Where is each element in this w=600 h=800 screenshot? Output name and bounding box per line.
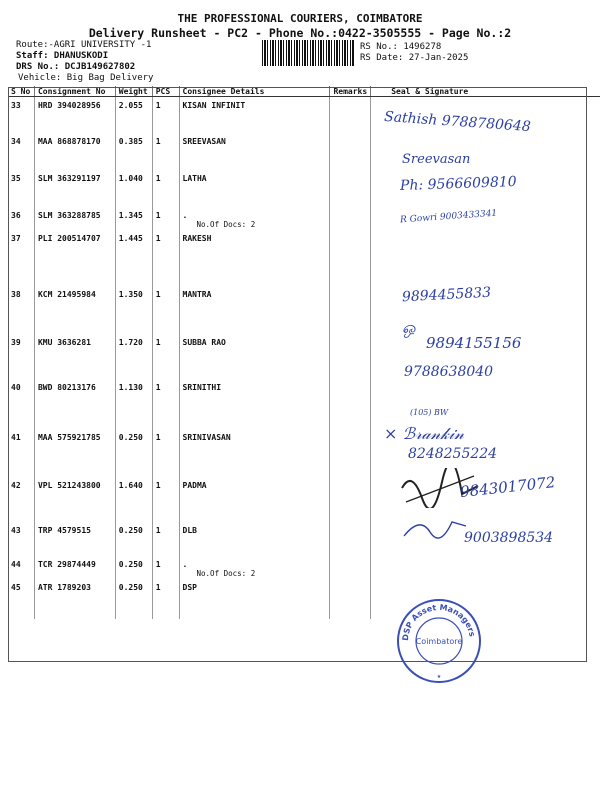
signature-40-mark: × ℬ𝓇𝒶𝓃𝓀𝒾𝓃 <box>384 424 464 443</box>
pcs-cell-text: 1 <box>155 210 161 220</box>
consignee-cell-text: DLB <box>182 525 197 535</box>
weight-cell-text: 0.250 <box>118 432 143 442</box>
consignee-cell-text: LATHA <box>182 173 207 183</box>
signature-40: (105) BW <box>410 408 449 417</box>
consignee-cell-text: . <box>182 210 188 220</box>
rs-date: RS Date: 27-Jan-2025 <box>360 53 469 63</box>
pcs-cell-text: 1 <box>155 173 161 183</box>
consignment-cell-text: HRD 394028956 <box>37 101 101 110</box>
seal-star: ★ <box>436 672 442 680</box>
weight-cell-text: 1.040 <box>118 173 143 183</box>
consignee-cell-text: KISAN INFINIT <box>182 101 246 110</box>
weight-cell-text: 1.345 <box>118 210 143 220</box>
vehicle: Vehicle: Big Bag Delivery <box>18 73 154 83</box>
sno-cell-text: 41 <box>11 432 21 442</box>
rs-no: RS No.: 1496278 <box>360 42 442 52</box>
col-consignee: Consignee Details <box>179 86 330 97</box>
company-title: THE PROFESSIONAL COURIERS, COIMBATORE <box>177 12 423 25</box>
sno-cell-text: 40 <box>11 382 21 392</box>
weight-cell-text: 1.640 <box>118 480 143 490</box>
col-remarks: Remarks <box>330 86 371 97</box>
table-frame <box>8 87 587 662</box>
sno-cell-text: 33 <box>11 101 21 110</box>
svg-text:DSP Asset Managers Pvt Ltd <box>396 598 477 641</box>
consignment-cell-text: SLM 363288785 <box>37 210 101 220</box>
signature-43: 9003898534 <box>464 530 554 546</box>
drs-no: DRS No.: DCJB149627802 <box>16 62 136 72</box>
pcs-cell-text: 1 <box>155 101 161 110</box>
pcs-cell-text: 1 <box>155 289 161 299</box>
weight-cell-text: 1.720 <box>118 337 143 347</box>
pcs-cell-text: 1 <box>155 582 161 592</box>
consignment-cell-text: BWD 80213176 <box>37 382 96 392</box>
weight-cell-text: 0.250 <box>118 582 143 592</box>
col-consignment: Consignment No <box>34 86 115 97</box>
col-weight: Weight <box>115 86 152 97</box>
barcode <box>262 40 354 66</box>
seal-text: DSP Asset Managers <box>400 602 477 642</box>
signature-37: 9894455833 <box>401 284 492 306</box>
signature-38: 9894155156 <box>426 334 522 352</box>
no-of-docs: No.Of Docs: 2 <box>196 568 256 578</box>
company-seal <box>396 598 482 684</box>
consignment-cell-text: KMU 3636281 <box>37 337 91 347</box>
consignee-cell-text: SREEVASAN <box>182 136 226 146</box>
sno-cell-text: 35 <box>11 173 21 183</box>
weight-cell-text: 1.130 <box>118 382 143 392</box>
consignee-cell-text: SUBBA RAO <box>182 337 226 347</box>
pcs-cell-text: 1 <box>155 432 161 442</box>
col-sno: S No <box>8 86 34 97</box>
weight-cell-text: 1.350 <box>118 289 143 299</box>
consignee-cell-text: . <box>182 559 188 569</box>
signature-38-mark: ஒ <box>402 318 416 337</box>
sno-cell-text: 44 <box>11 559 21 569</box>
signature-34-phone: Ph: 9566609810 <box>399 173 517 195</box>
consignee-cell-text: MANTRA <box>182 289 212 299</box>
sno-cell-text: 43 <box>11 525 21 535</box>
weight-cell-text: 0.250 <box>118 525 143 535</box>
sno-cell-text: 34 <box>11 136 21 146</box>
consignee-cell-text: PADMA <box>182 480 207 490</box>
col-pcs: PCS <box>152 86 179 97</box>
staff: Staff: DHANUSKODI <box>16 51 109 61</box>
sno-cell-text: 42 <box>11 480 21 490</box>
consignment-cell-text: MAA 575921785 <box>37 432 101 442</box>
seal-city: Coimbatore <box>415 637 463 646</box>
consignment-cell-text: TCR 29874449 <box>37 559 96 569</box>
pcs-cell-text: 1 <box>155 559 161 569</box>
weight-cell-text: 0.385 <box>118 136 143 146</box>
sno-cell-text: 37 <box>11 233 21 243</box>
route: Route:-AGRI UNIVERSITY -1 <box>16 40 152 50</box>
weight-cell-text: 1.445 <box>118 233 143 243</box>
pcs-cell-text: 1 <box>155 525 161 535</box>
col-signature: Seal & Signature <box>371 86 600 97</box>
pcs-cell-text: 1 <box>155 382 161 392</box>
consignee-cell-text: DSP <box>182 582 197 592</box>
consignee-cell-text: SRINIVASAN <box>182 432 231 442</box>
weight-cell-text: 0.250 <box>118 559 143 569</box>
sno-cell-text: 39 <box>11 337 21 347</box>
pcs-cell-text: 1 <box>155 233 161 243</box>
consignment-cell-text: SLM 363291197 <box>37 173 101 183</box>
no-of-docs: No.Of Docs: 2 <box>196 219 256 229</box>
consignee-cell-text: SRINITHI <box>182 382 222 392</box>
pcs-cell-text: 1 <box>155 480 161 490</box>
signature-35: R Gowri 9003433341 <box>399 208 498 226</box>
sno-cell-text: 38 <box>11 289 21 299</box>
consignment-cell-text: TRP 4579515 <box>37 525 91 535</box>
sno-cell-text: 36 <box>11 210 21 220</box>
sno-cell-text: 45 <box>11 582 21 592</box>
signature-34-name: Sreevasan <box>402 152 471 167</box>
consignment-cell-text: PLI 200514707 <box>37 233 101 243</box>
signature-33: Sathish 9788780648 <box>383 108 532 136</box>
consignment-cell-text: ATR 1789203 <box>37 582 91 592</box>
pcs-cell-text: 1 <box>155 337 161 347</box>
signature-41: 8248255224 <box>408 446 498 462</box>
signature-39: 9788638040 <box>404 364 494 380</box>
consignment-cell-text: MAA 868878170 <box>37 136 101 146</box>
signature-42-scribble <box>400 512 470 542</box>
pcs-cell-text: 1 <box>155 136 161 146</box>
runsheet-subtitle: Delivery Runsheet - PC2 - Phone No.:0422-3505555 - Page No.:2 <box>88 26 512 40</box>
weight-cell-text: 2.055 <box>118 101 143 110</box>
consignment-cell-text: KCM 21495984 <box>37 289 96 299</box>
signature-42: 9843017072 <box>459 473 557 501</box>
consignment-cell-text: VPL 521243800 <box>37 480 101 490</box>
consignee-cell-text: RAKESH <box>182 233 212 243</box>
